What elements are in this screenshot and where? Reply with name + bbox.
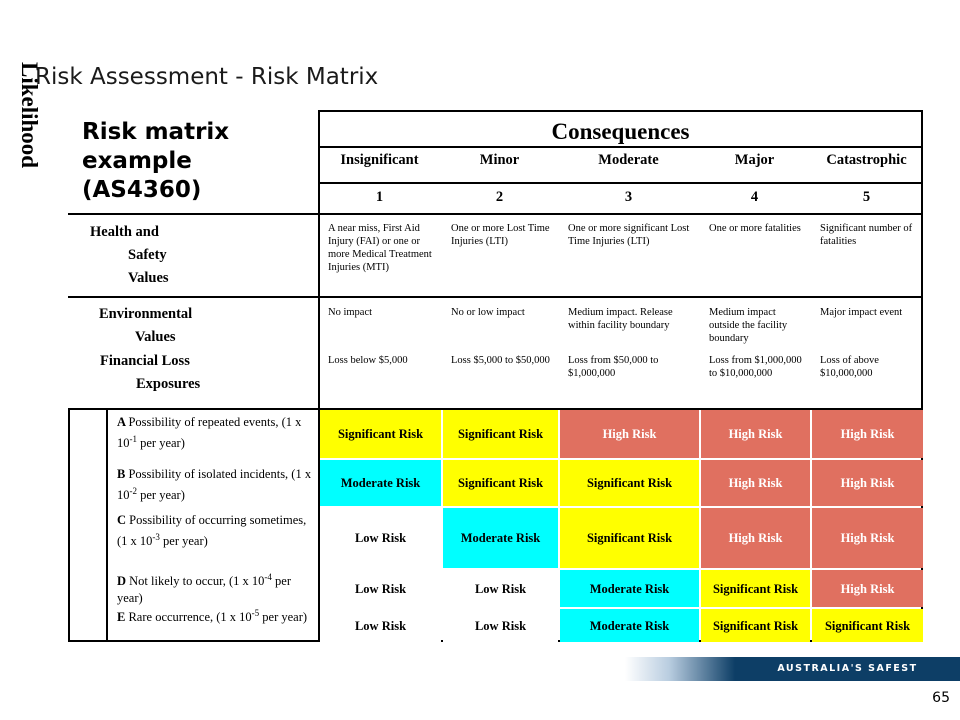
- consequence-name: Major: [734, 152, 775, 168]
- likelihood-exponent: -2: [129, 486, 137, 496]
- impact-description: One or more significant Lost Time Injuries (LTI): [568, 223, 690, 247]
- risk-cell: Low Risk: [320, 609, 441, 642]
- risk-cell: Low Risk: [443, 570, 558, 607]
- risk-cell: Moderate Risk: [443, 508, 558, 568]
- risk-cell: High Risk: [701, 508, 810, 568]
- impact-row-label: Values: [128, 270, 169, 286]
- likelihood-letter: B: [117, 467, 129, 481]
- impact-row-label: Environmental: [99, 306, 193, 322]
- grid-line: [68, 408, 70, 642]
- risk-cell: Significant Risk: [812, 609, 923, 642]
- likelihood-row-label: B Possibility of isolated incidents, (1 x $10^{-2}$ per year): [117, 467, 312, 503]
- consequence-number: 4: [750, 189, 759, 205]
- matrix-title: [82, 118, 229, 205]
- risk-cell: High Risk: [812, 460, 923, 506]
- likelihood-letter: D: [117, 574, 130, 589]
- consequence-number: 1: [375, 189, 384, 205]
- consequence-name: Insignificant: [340, 152, 419, 168]
- impact-description: No or low impact: [451, 307, 525, 318]
- risk-cell: High Risk: [812, 508, 923, 568]
- risk-cell: High Risk: [812, 410, 923, 458]
- risk-cell: Significant Risk: [701, 609, 810, 642]
- risk-cell: High Risk: [701, 410, 810, 458]
- impact-row-label: Safety: [128, 247, 167, 263]
- impact-description: Loss $5,000 to $50,000: [451, 355, 550, 366]
- likelihood-exponent: -5: [251, 608, 260, 618]
- matrix-title-line: Risk matrix: [82, 119, 230, 145]
- impact-description: One or more Lost Time Injuries (LTI): [451, 223, 550, 247]
- consequences-heading: Consequences: [551, 119, 690, 144]
- footer-banner-text: AUSTRALIA'S SAFEST WORKPLACES: [777, 663, 918, 698]
- impact-description: A near miss, First Aid Injury (FAI) or one or more Medical Treatment Injuries (MTI): [328, 223, 432, 273]
- risk-cell: High Risk: [560, 410, 699, 458]
- risk-cell: High Risk: [812, 570, 923, 607]
- likelihood-label: Likelihood: [17, 61, 42, 169]
- consequence-number: 2: [495, 189, 504, 205]
- likelihood-letter: A: [117, 415, 129, 429]
- risk-cell: Low Risk: [320, 570, 441, 607]
- risk-cell: High Risk: [701, 460, 810, 506]
- likelihood-letter: E: [117, 610, 129, 625]
- grid-line: [318, 146, 923, 148]
- likelihood-exponent: -4: [264, 572, 272, 582]
- impact-row-label: Values: [135, 329, 176, 345]
- slide-title: Risk Assessment - Risk Matrix: [35, 64, 379, 90]
- impact-description: No impact: [328, 307, 373, 318]
- grid-line: [318, 110, 923, 112]
- risk-cell: Significant Risk: [320, 410, 441, 458]
- impact-description: Loss from $50,000 to $1,000,000: [568, 355, 659, 379]
- consequence-name: Moderate: [598, 152, 659, 168]
- likelihood-row-label: C Possibility of occurring sometimes, (1 x $10^{-3}$ per year): [117, 513, 307, 549]
- impact-row-label: Exposures: [136, 376, 201, 392]
- impact-description: Loss from $1,000,000 to $10,000,000: [709, 355, 802, 379]
- grid-line: [68, 213, 923, 215]
- impact-description: Significant number of fatalities: [820, 223, 913, 247]
- impact-description: One or more fatalities: [709, 223, 801, 234]
- footer-banner-accent: [625, 657, 735, 681]
- risk-cell: Moderate Risk: [560, 570, 699, 607]
- risk-cell: Moderate Risk: [320, 460, 441, 506]
- grid-line: [68, 296, 923, 298]
- impact-description: Medium impact outside the facility boundary: [709, 307, 788, 344]
- risk-cell: Significant Risk: [701, 570, 810, 607]
- risk-cell: Low Risk: [443, 609, 558, 642]
- consequence-name: Catastrophic: [826, 152, 907, 168]
- matrix-title-line: example: [82, 148, 192, 174]
- risk-cell: Low Risk: [320, 508, 441, 568]
- impact-description: Major impact event: [820, 307, 903, 318]
- likelihood-letter: C: [117, 513, 130, 527]
- impact-row-label: Health and: [90, 224, 159, 240]
- likelihood-exponent: -1: [129, 434, 137, 444]
- grid-line: [318, 182, 923, 184]
- risk-cell: Significant Risk: [443, 460, 558, 506]
- impact-description: Loss below $5,000: [328, 355, 408, 366]
- likelihood-row-label: A Possibility of repeated events, (1 x $10^{-1}$ per year): [117, 415, 302, 451]
- likelihood-row-label: E Rare occurrence, (1 x $10^{-5}$ per year): [117, 608, 308, 625]
- matrix-title-line: (AS4360): [82, 177, 202, 203]
- risk-cell: Moderate Risk: [560, 609, 699, 642]
- impact-row-label: Financial Loss: [100, 353, 190, 369]
- likelihood-exponent: -3: [152, 532, 160, 542]
- impact-description: Medium impact. Release within facility boundary: [568, 307, 673, 331]
- risk-cell: Significant Risk: [443, 410, 558, 458]
- consequence-name: Minor: [479, 152, 520, 168]
- impact-description: Loss of above $10,000,000: [820, 355, 879, 379]
- consequence-number: 5: [862, 189, 871, 205]
- grid-line: [106, 408, 108, 642]
- likelihood-row-label: D Not likely to occur, (1 x $10^{-4}$ per year): [117, 572, 291, 606]
- risk-cell: Significant Risk: [560, 508, 699, 568]
- page-number: 65: [932, 690, 950, 706]
- risk-cell: Significant Risk: [560, 460, 699, 506]
- consequence-number: 3: [624, 189, 633, 205]
